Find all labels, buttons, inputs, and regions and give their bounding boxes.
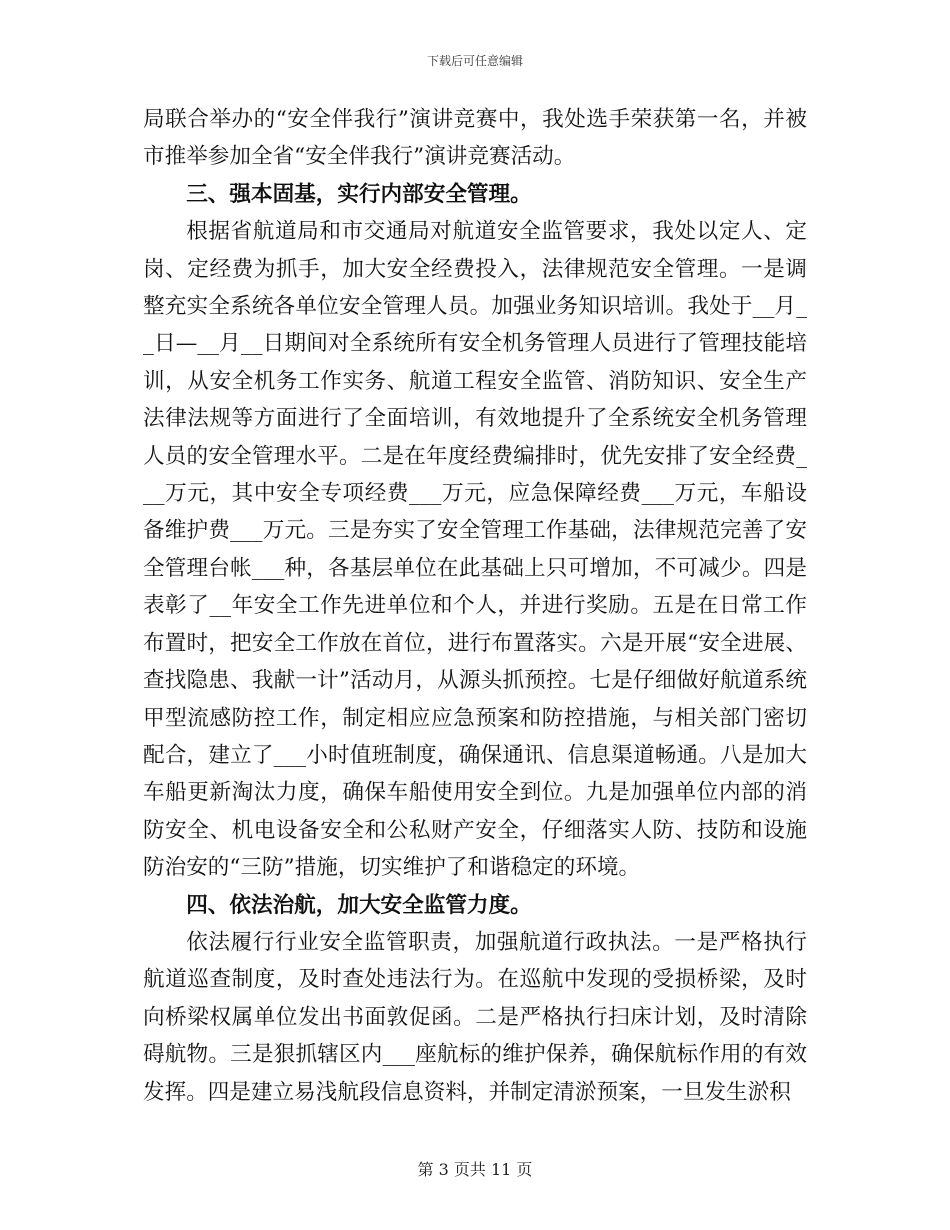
page-header: 下载后可任意编辑 <box>426 54 523 68</box>
paragraph-section-3: 根据省航道局和市交通局对航道安全监管要求，我处以定人、定岗、定经费为抓手，加大安全经费投入，法律规范安全管理。一是调整充实全系统各单位安全管理人员。加强业务知识培训。我处于__月__日—__月__日期间对全系统所有安全机务管理人员进行了管理技能培训，从安全机务工作实务、航道工程安全监管、消防知识、安全生产法律法规等方面进行了全面培训，有效地提升了全系统安全机务管理人员的安全管理水平。二是在年度经费编排时，优先安排了安全经费___万元，其中安全专项经费___万元，应急保障经费___万元，车船设备维护费___万元。三是夯实了安全管理工作基础，法律规范完善了安全管理台帐___种，各基层单位在此基础上只可增加，不可减少。四是表彰了__年安全工作先进单位和个人，并进行奖励。五是在日常工作布置时，把安全工作放在首位，进行布置落实。六是开展“安全进展、查找隐患、我献一计”活动月，从源头抓预控。七是仔细做好航道系统甲型流感防控工作，制定相应应急预案和防控措施，与相关部门密切配合，建立了___小时值班制度，确保通讯、信息渠道畅通。八是加大车船更新淘汰力度，确保车船使用安全到位。九是加强单位内部的消防安全、机电设备安全和公私财产安全，仔细落实人防、技防和设施防治安的“三防”措施，切实维护了和谐稳定的环境。 <box>143 219 807 881</box>
page-number: 第 3 页共 11 页 <box>417 1160 533 1179</box>
section-heading-3: 三、强本固基，实行内部安全管理。 <box>186 181 532 207</box>
paragraph-continuation: 局联合举办的“安全伴我行”演讲竞赛中，我处选手荣获第一名，并被市推举参加全省“安全伴我行”演讲竞赛活动。 <box>143 107 807 170</box>
document-body <box>143 101 807 1111</box>
paragraph-section-4: 依法履行行业安全监管职责，加强航道行政执法。一是严格执行航道巡查制度，及时查处违法行为。在巡航中发现的受损桥梁，及时向桥梁权属单位发出书面敦促函。二是严格执行扫床计划，及时清除碍航物。三是狠抓辖区内___座航标的维护保养，确保航标作用的有效发挥。四是建立易浅航段信息资料，并制定清淤预案，一旦发生淤积 <box>143 929 807 1105</box>
section-heading-4: 四、依法治航，加大安全监管力度。 <box>186 892 532 918</box>
